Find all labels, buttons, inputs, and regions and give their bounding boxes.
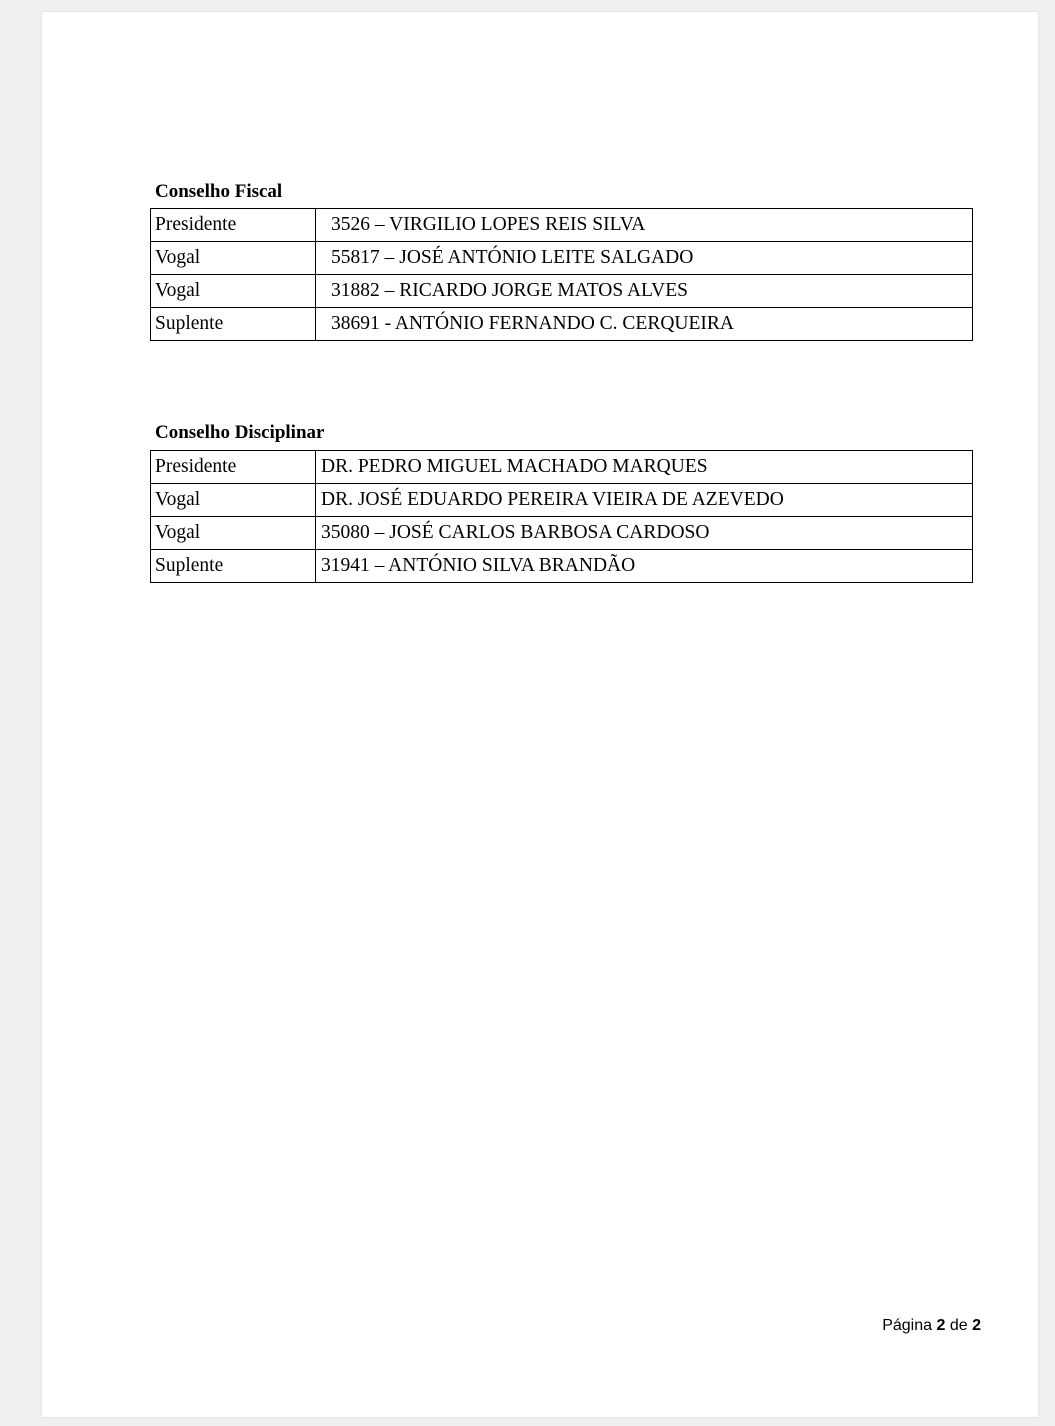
table-row (151, 517, 973, 550)
role-cell: Presidente (151, 209, 316, 242)
member-cell: 38691 - ANTÓNIO FERNANDO C. CERQUEIRA (316, 308, 973, 341)
member-cell: 31941 – ANTÓNIO SILVA BRANDÃO (316, 550, 973, 583)
role-cell: Suplente (151, 308, 316, 341)
conselho-disciplinar-heading: Conselho Disciplinar (155, 422, 325, 443)
table-row (151, 242, 973, 275)
role-cell: Vogal (151, 517, 316, 550)
current-page: 2 (936, 1317, 946, 1334)
role-cell: Vogal (151, 242, 316, 275)
member-cell: DR. JOSÉ EDUARDO PEREIRA VIEIRA DE AZEVEDO (316, 484, 973, 517)
of-label: de (949, 1317, 968, 1334)
table-row (151, 209, 973, 242)
member-cell: 3526 – VIRGILIO LOPES REIS SILVA (316, 209, 973, 242)
table-row (151, 275, 973, 308)
table-row (151, 484, 973, 517)
conselho-fiscal-heading: Conselho Fiscal (155, 181, 283, 202)
page-label: Página (882, 1317, 933, 1334)
member-cell: DR. PEDRO MIGUEL MACHADO MARQUES (316, 451, 973, 484)
role-cell: Presidente (151, 451, 316, 484)
member-cell: 35080 – JOSÉ CARLOS BARBOSA CARDOSO (316, 517, 973, 550)
member-cell: 55817 – JOSÉ ANTÓNIO LEITE SALGADO (316, 242, 973, 275)
document-page (42, 12, 1038, 1417)
conselho-fiscal-table (150, 208, 973, 341)
table-row (151, 308, 973, 341)
role-cell: Vogal (151, 484, 316, 517)
role-cell: Suplente (151, 550, 316, 583)
conselho-disciplinar-table (150, 450, 973, 583)
page-number (882, 1317, 981, 1335)
table-row (151, 451, 973, 484)
table-row (151, 550, 973, 583)
member-cell: 31882 – RICARDO JORGE MATOS ALVES (316, 275, 973, 308)
role-cell: Vogal (151, 275, 316, 308)
total-pages: 2 (972, 1317, 981, 1334)
